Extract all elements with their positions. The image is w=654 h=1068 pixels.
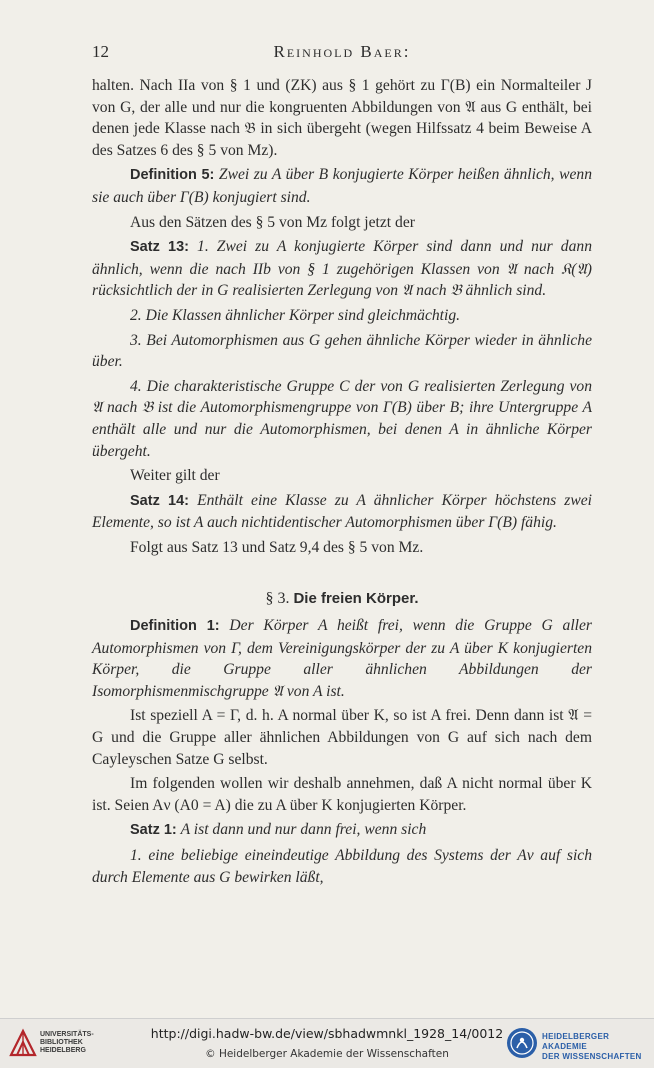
paragraph: Folgt aus Satz 13 und Satz 9,4 des § 5 von Mz. (130, 538, 424, 556)
theorem-text: A ist dann und nur dann frei, wenn sich (180, 821, 427, 839)
academy-line-1: HEIDELBERGER AKADEMIE (542, 1032, 610, 1051)
theorem-item: 1. eine beliebige eineindeutige Abbildung des Systems der Aν auf sich durch Elemente aus G bewirken läßt, (92, 847, 592, 886)
running-author: Reinhold Baer: (273, 42, 411, 61)
page-number: 12 (92, 42, 109, 61)
paragraph: Ist speziell A = Γ, d. h. A normal über K, so ist A frei. Denn dann ist 𝔄 = G und die Gruppe aller ähnlichen Abbildungen von G auf sich nach dem Cayleyschen Satze G selbst. (92, 707, 592, 768)
academy-name (542, 1032, 654, 1062)
academy-line-2: DER WISSENSCHAFTEN (542, 1052, 642, 1061)
paragraph: Im folgenden wollen wir deshalb annehmen, daß A nicht normal über K ist. Seien Aν (A0 = A) die zu A über K konjugierten Körper. (92, 775, 592, 814)
academy-seal-icon (506, 1027, 538, 1059)
viewer-footer (0, 1018, 654, 1068)
library-line-3: HEIDELBERG (40, 1047, 86, 1054)
section-heading (92, 588, 592, 610)
paragraph: Weiter gilt der (130, 467, 220, 485)
definition-text: Der Körper A heißt frei, wenn die Gruppe G aller Automorphismen von Γ, dem Vereinigungskörper der zu A über K konjugierten Körper, die Gruppe aller ähnlichen Abbildungen der Isomorphismenmischgruppe 𝔄 von A ist. (92, 617, 592, 700)
theorem-14 (92, 490, 592, 534)
body-text (92, 75, 592, 888)
copyright-notice: © Heidelberger Akademie der Wissenschaften (205, 1048, 449, 1060)
definition-label: Definition 5: (130, 167, 215, 184)
theorem-item: 3. Bei Automorphismen aus G gehen ähnliche Körper wieder in ähnliche über. (92, 331, 592, 371)
theorem-13 (92, 236, 592, 302)
definition-label: Definition 1: (130, 618, 220, 635)
theorem-1 (92, 819, 592, 842)
paragraph: Aus den Sätzen des § 5 von Mz folgt jetzt der (130, 213, 415, 231)
theorem-label: Satz 1: (130, 822, 177, 839)
library-line-1: UNIVERSITÄTS- (40, 1031, 94, 1038)
theorem-item: 4. Die charakteristische Gruppe C der von G realisierten Zerlegung von 𝔄 nach 𝔅 ist die Automorphismengruppe von Γ(B) über B; ihre Untergruppe A enthält alle und nur die Automorphismen, bei denen A in ähnliche Körper übergeht. (92, 377, 592, 460)
definition-1 (92, 615, 592, 702)
theorem-label: Satz 14: (130, 492, 189, 509)
paragraph: halten. Nach IIa von § 1 und (ZK) aus § 1 gehört zu Γ(B) ein Normalteiler J von G, der alle und nur die kongruenten Abbildungen von 𝔄 aus G enthält, bei denen jede Klasse nach 𝔅 in sich übergeht (wegen Hilfssatz 4 beim Beweise A des Satzes 6 des § 5 von Mz). (92, 77, 592, 159)
definition-5 (92, 164, 592, 208)
section-title: Die freien Körper. (293, 590, 419, 608)
running-header (92, 42, 592, 66)
section-number: § 3. (265, 590, 290, 608)
theorem-text: Enthält eine Klasse zu A ähnlicher Körper höchstens zwei Elemente, so ist A auch nichtidentischer Automorphismen über Γ(B) fähig. (92, 491, 592, 532)
theorem-label: Satz 13: (130, 239, 189, 256)
permalink-url[interactable]: http://digi.hadw-bw.de/view/sbhadwmnkl_1928_14/0012 (150, 1026, 504, 1041)
theorem-text: 1. Zwei zu A konjugierte Körper sind dann und nur dann ähnlich, wenn die nach IIb von § 1 zugehörigen Klassen von 𝔄 nach 𝔎(𝔄) rücksichtlich der in G realisierten Zerlegung von 𝔄 nach 𝔅 ähnlich sind. (92, 238, 592, 300)
definition-text: Zwei zu A über B konjugierte Körper heißen ähnlich, wenn sie auch über Γ(B) konjugiert sind. (92, 166, 592, 206)
theorem-item: 2. Die Klassen ähnlicher Körper sind gleichmächtig. (130, 306, 461, 324)
library-line-2: BIBLIOTHEK (40, 1039, 83, 1046)
